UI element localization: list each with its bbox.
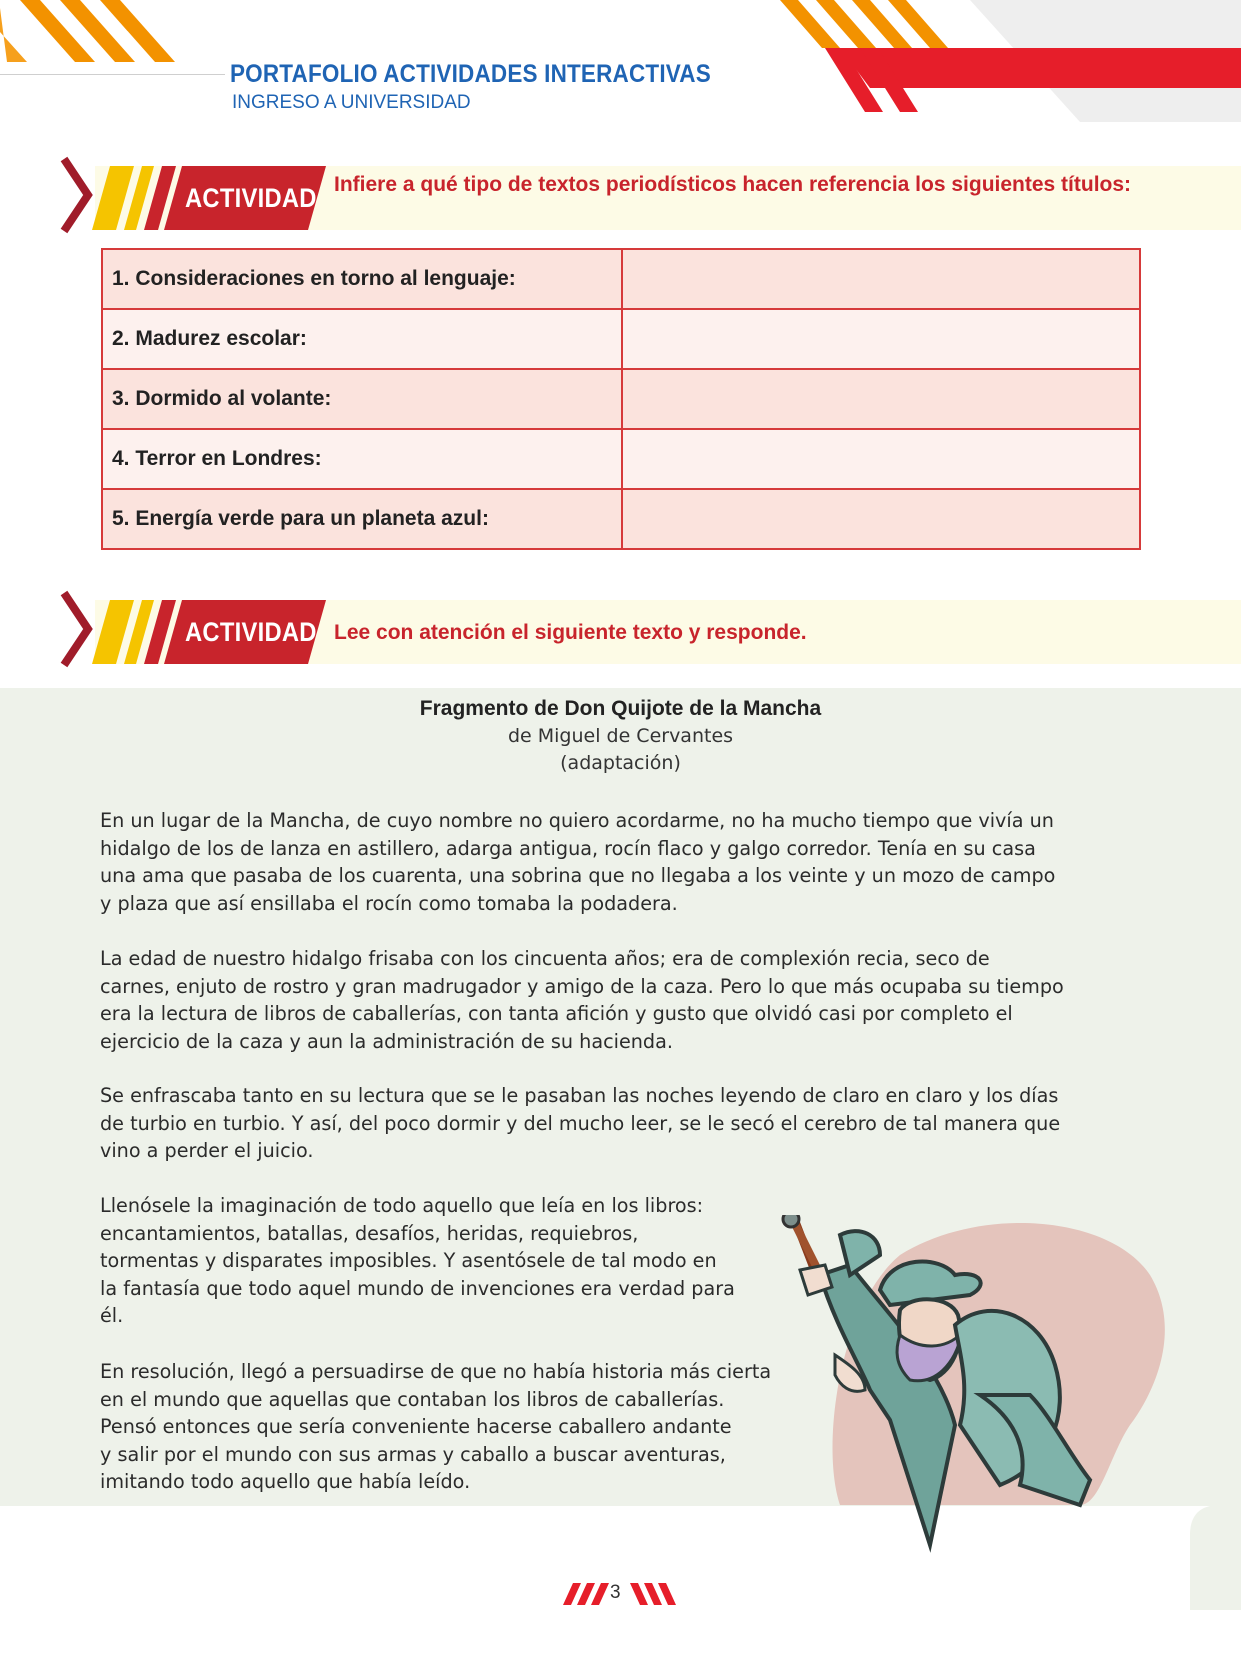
reading-paragraph-5 <box>100 1358 840 1496</box>
text-line: él. <box>100 1304 124 1327</box>
text-line: encantamientos, batallas, desafíos, heridas, requiebros, <box>100 1221 639 1245</box>
footer-stripes-left <box>563 1583 611 1605</box>
text-line: de turbio en turbio. Y así, del poco dormir y del mucho leer, se le secó el cerebro de tal manera que <box>100 1111 1061 1135</box>
answer-cell[interactable] <box>622 429 1140 489</box>
question-cell: 3. Dormido al volante: <box>102 369 622 429</box>
text-line: imitando todo aquello que había leído. <box>100 1470 471 1493</box>
text-line: hidalgo de los de lanza en astillero, adarga antigua, rocín flaco y galgo corredor. Tenía en su casa <box>100 836 1036 860</box>
text-line: Pensó entonces que sería conveniente hacerse caballero andante <box>100 1415 732 1438</box>
activity-1-label: ACTIVIDAD <box>185 183 317 213</box>
text-line: La edad de nuestro hidalgo frisaba con los cincuenta años; era de complexión recia, seco de <box>100 947 990 970</box>
titles-table <box>101 248 1141 550</box>
question-cell: 2. Madurez escolar: <box>102 309 622 369</box>
answer-cell[interactable] <box>622 369 1140 429</box>
activity-2-label: ACTIVIDAD <box>185 617 317 647</box>
table-row <box>102 309 1140 369</box>
text-line: la fantasía que todo aquel mundo de invenciones era verdad para <box>100 1276 735 1300</box>
page-title: PORTAFOLIO ACTIVIDADES INTERACTIVAS <box>230 60 711 88</box>
header-rule <box>0 74 225 75</box>
text-line: y plaza que así ensillaba el rocín como tomaba la podadera. <box>100 891 678 915</box>
page-number: 3 <box>610 1582 621 1603</box>
activity-2-instruction: Lee con atención el siguiente texto y responde. <box>334 621 807 644</box>
answer-cell[interactable] <box>622 309 1140 369</box>
table-row <box>102 429 1140 489</box>
reading-note: (adaptación) <box>560 752 681 774</box>
header-stripes-right <box>780 0 1241 125</box>
answer-cell[interactable] <box>622 249 1140 309</box>
text-line: Llenósele la imaginación de todo aquello que leía en los libros: <box>100 1194 704 1217</box>
activity-1-instruction: Infiere a qué tipo de textos periodísticos hacen referencia los siguientes títulos: <box>334 173 1132 196</box>
text-line: En resolución, llegó a persuadirse de que no había historia más cierta <box>100 1360 772 1383</box>
footer-stripes-right <box>630 1583 680 1605</box>
header-stripes-left <box>0 0 200 70</box>
question-cell: 1. Consideraciones en torno al lenguaje: <box>102 249 622 309</box>
reading-title: Fragmento de Don Quijote de la Mancha <box>419 697 822 720</box>
question-cell: 4. Terror en Londres: <box>102 429 622 489</box>
table-row <box>102 489 1140 549</box>
page-subtitle: INGRESO A UNIVERSIDAD <box>232 92 471 113</box>
reading-paragraph-3 <box>100 1082 1150 1165</box>
text-line: una ama que pasaba de los cuarenta, una sobrina que no llegaba a los veinte y un mozo de campo <box>100 864 1056 887</box>
reading-paragraph-1 <box>100 807 1150 917</box>
text-line: Se enfrascaba tanto en su lectura que se le pasaban las noches leyendo de claro en claro y los días <box>100 1084 1059 1107</box>
answer-cell[interactable] <box>622 489 1140 549</box>
reading-author: de Miguel de Cervantes <box>507 725 734 747</box>
text-line: era la lectura de libros de caballerías, con tanta afición y gusto que olvidó casi por completo el <box>100 1002 1013 1025</box>
don-quixote-illustration <box>780 1215 1241 1610</box>
table-row <box>102 249 1140 309</box>
text-line: vino a perder el juicio. <box>100 1139 314 1162</box>
text-line: En un lugar de la Mancha, de cuyo nombre no quiero acordarme, no ha mucho tiempo que vivía un <box>100 809 1054 832</box>
text-line: en el mundo que aquellas que contaban los libros de caballerías. <box>100 1387 725 1411</box>
text-line: tormentas y disparates imposibles. Y asentósele de tal modo en <box>100 1249 717 1272</box>
reading-paragraph-2 <box>100 945 1150 1055</box>
table-row <box>102 369 1140 429</box>
text-line: y salir por el mundo con sus armas y caballo a buscar aventuras, <box>100 1442 726 1466</box>
question-cell: 5. Energía verde para un planeta azul: <box>102 489 622 549</box>
text-line: ejercicio de la caza y aun la administración de su hacienda. <box>100 1029 673 1053</box>
text-line: carnes, enjuto de rostro y gran madrugador y amigo de la caza. Pero lo que más ocupaba su tiempo <box>100 974 1064 998</box>
reading-paragraph-4 <box>100 1192 820 1330</box>
